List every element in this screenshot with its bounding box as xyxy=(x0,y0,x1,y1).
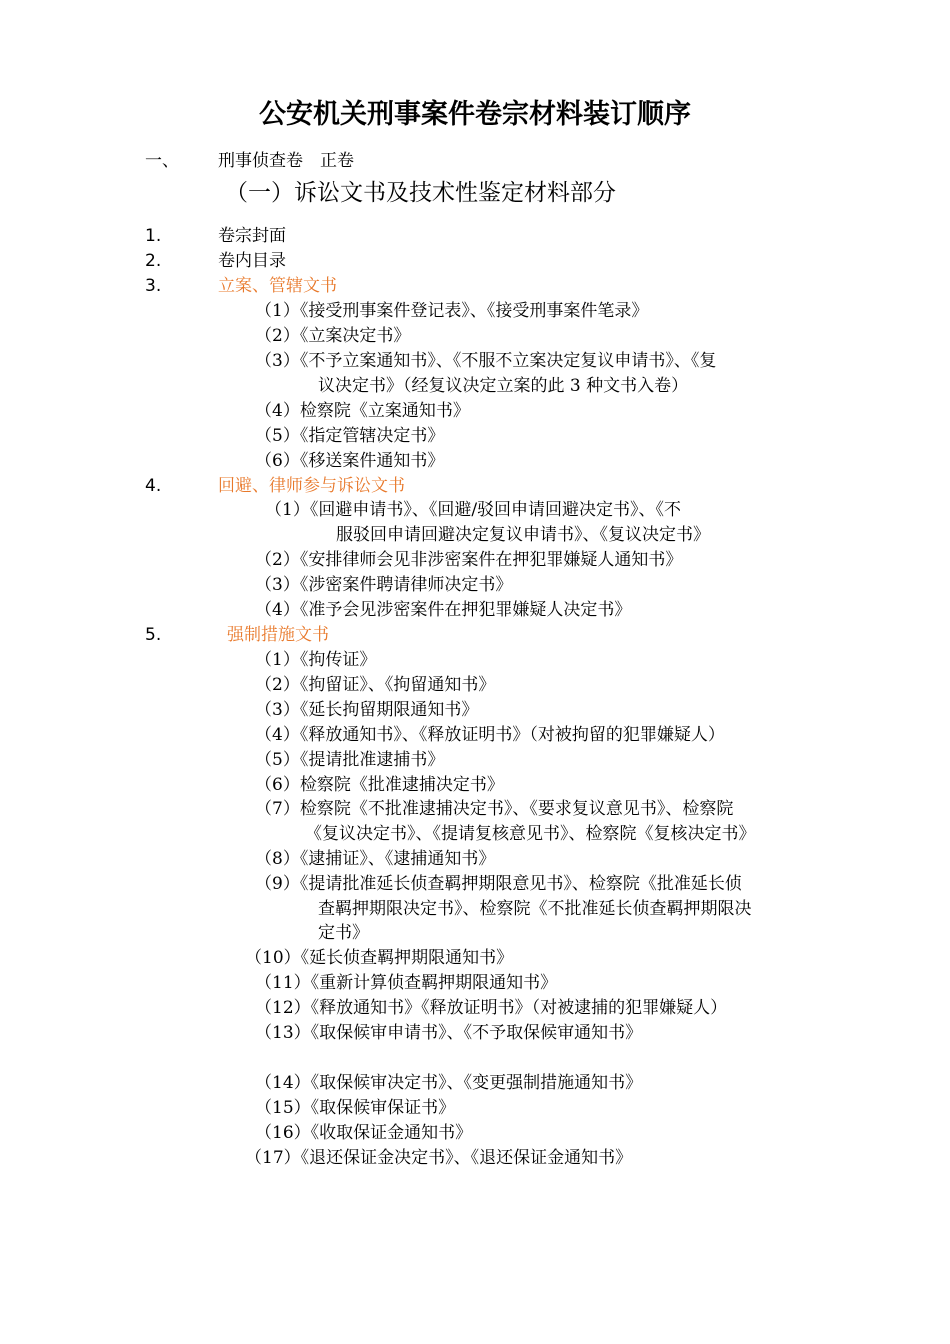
document-entry: （5）《指定管辖决定书》 xyxy=(255,426,445,446)
item-label: 卷宗封面 xyxy=(218,226,286,246)
item-number: 5. xyxy=(145,625,162,645)
document-entry: （1）《接受刑事案件登记表》、《接受刑事案件笔录》 xyxy=(255,301,649,321)
document-entry: （4）《准予会见涉密案件在押犯罪嫌疑人决定书》 xyxy=(255,600,632,620)
document-entry-continuation: 服驳回申请回避决定复议申请书》、《复议决定书》 xyxy=(336,525,710,545)
document-entry: （4）检察院《立案通知书》 xyxy=(255,401,470,421)
document-entry: （1）《回避申请书》、《回避/驳回申请回避决定书》、《不 xyxy=(265,500,682,520)
section-label: 刑事侦查卷 正卷 xyxy=(218,151,354,171)
document-entry: （13）《取保候审申请书》、《不予取保候审通知书》 xyxy=(255,1023,643,1043)
document-entry: （3）《延长拘留期限通知书》 xyxy=(255,700,479,720)
document-entry: （17）《退还保证金决定书》、《退还保证金通知书》 xyxy=(245,1148,633,1168)
document-title: 公安机关刑事案件卷宗材料装订顺序 xyxy=(259,99,691,130)
item-heading-filing-jurisdiction: 立案、管辖文书 xyxy=(218,276,337,296)
document-entry: （4）《释放通知书》、《释放证明书》（对被拘留的犯罪嫌疑人） xyxy=(255,725,725,745)
item-heading-recusal-lawyer: 回避、律师参与诉讼文书 xyxy=(218,476,405,496)
document-entry-continuation: 定书》 xyxy=(318,923,369,943)
document-entry: （7）检察院《不批准逮捕决定书》、《要求复议意见书》、检察院 xyxy=(255,799,734,819)
document-entry: （2）《立案决定书》 xyxy=(255,326,411,346)
section-marker: 一、 xyxy=(145,151,179,171)
document-entry: （2）《拘留证》、《拘留通知书》 xyxy=(255,675,496,695)
document-entry: （9）《提请批准延长侦查羁押期限意见书》、检察院《批准延长侦 xyxy=(255,874,742,894)
document-entry: （6）检察院《批准逮捕决定书》 xyxy=(255,775,504,795)
item-heading-coercive-measures: 强制措施文书 xyxy=(227,625,329,645)
document-entry: （8）《逮捕证》、《逮捕通知书》 xyxy=(255,849,496,869)
document-entry: （15）《取保候审保证书》 xyxy=(255,1098,456,1118)
item-label: 卷内目录 xyxy=(218,251,286,271)
document-entry: （14）《取保候审决定书》、《变更强制措施通知书》 xyxy=(255,1073,643,1093)
document-entry-continuation: 查羁押期限决定书》、检察院《不批准延长侦查羁押期限决 xyxy=(318,899,752,919)
document-entry: （6）《移送案件通知书》 xyxy=(255,451,445,471)
document-entry: （5）《提请批准逮捕书》 xyxy=(255,750,445,770)
document-entry: （2）《安排律师会见非涉密案件在押犯罪嫌疑人通知书》 xyxy=(255,550,683,570)
item-number: 2. xyxy=(145,251,162,271)
item-number: 3. xyxy=(145,276,162,296)
document-entry-continuation: 《复议决定书》、《提请复核意见书》、检察院《复核决定书》 xyxy=(305,824,756,844)
document-entry: （16）《收取保证金通知书》 xyxy=(255,1123,473,1143)
document-entry: （1）《拘传证》 xyxy=(255,650,377,670)
subsection-heading: （一）诉讼文书及技术性鉴定材料部分 xyxy=(225,180,616,206)
document-entry-continuation: 议决定书》（经复议决定立案的此 3 种文书入卷） xyxy=(318,376,689,396)
document-entry: （11）《重新计算侦查羁押期限通知书》 xyxy=(255,973,558,993)
item-number: 4. xyxy=(145,476,162,496)
document-entry: （3）《涉密案件聘请律师决定书》 xyxy=(255,575,513,595)
document-entry: （12）《释放通知书》《释放证明书》（对被逮捕的犯罪嫌疑人） xyxy=(255,998,728,1018)
document-entry: （3）《不予立案通知书》、《不服不立案决定复议申请书》、《复 xyxy=(255,351,717,371)
document-entry: （10）《延长侦查羁押期限通知书》 xyxy=(245,948,514,968)
item-number: 1. xyxy=(145,226,162,246)
